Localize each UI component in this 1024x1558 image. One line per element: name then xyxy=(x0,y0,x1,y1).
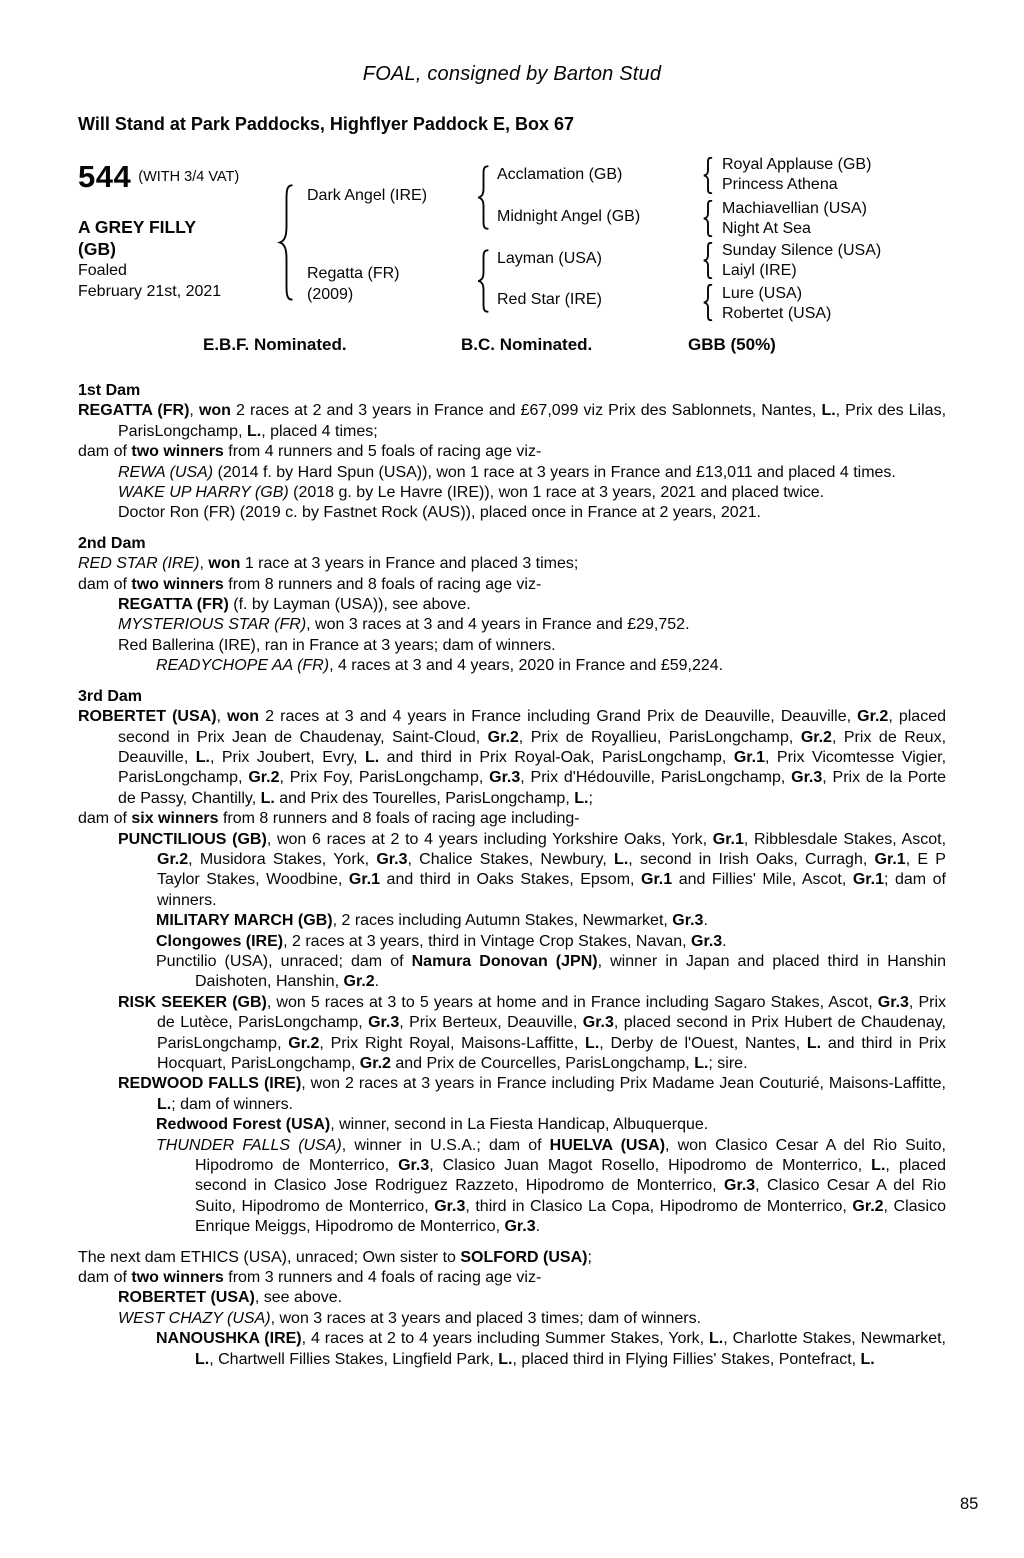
pedigree-paragraph xyxy=(78,483,946,503)
pedigree-paragraph xyxy=(78,1074,946,1115)
text-segment: from 8 runners and 8 foals of racing age including- xyxy=(218,810,580,828)
text-segment: , Derby de l'Ouest, Nantes, xyxy=(599,1034,807,1052)
great-grandparent-name: Lure (USA) xyxy=(722,285,803,302)
granddam-name: Midnight Angel (GB) xyxy=(497,208,641,225)
text-segment: Gr.1 xyxy=(733,748,765,766)
text-segment: from 3 runners and 4 foals of racing age viz- xyxy=(223,1269,542,1287)
text-segment: Gr.3 xyxy=(691,932,723,950)
text-segment: , Clasico Enrique Meiggs, Hipodromo de Monterrico, xyxy=(195,1197,947,1236)
text-segment: 3rd Dam xyxy=(78,687,143,705)
text-segment: PUNCTILIOUS (GB) xyxy=(118,830,267,848)
text-segment: L. xyxy=(260,789,275,807)
page-number: 85 xyxy=(960,1495,979,1513)
text-segment: (f. by Layman (USA)), see above. xyxy=(228,596,471,614)
text-segment: , Ribblesdale Stakes, Ascot, xyxy=(743,830,947,848)
great-grandparent-name: Laiyl (IRE) xyxy=(722,262,797,279)
text-segment: L. xyxy=(871,1157,886,1175)
text-segment: ROBERTET (USA) xyxy=(78,708,217,726)
dam-section-heading xyxy=(78,687,946,707)
text-segment: , Prix des Lilas, ParisLongchamp, xyxy=(118,402,947,440)
text-segment: L. xyxy=(195,1350,210,1368)
great-grandparent-name: Machiavellian (USA) xyxy=(722,200,867,217)
text-segment: 1st Dam xyxy=(78,382,141,399)
text-segment: , Prix d'Hédouville, ParisLongchamp, xyxy=(520,769,792,787)
pedigree-paragraph xyxy=(78,656,946,676)
text-segment: Gr.1 xyxy=(874,850,906,868)
text-segment: REDWOOD FALLS (IRE) xyxy=(118,1075,302,1093)
pedigree-paragraph xyxy=(78,1115,946,1135)
text-segment: Gr.2 xyxy=(157,850,189,868)
dam-name: Regatta (FR) xyxy=(307,265,400,282)
text-segment: , Chalice Stakes, Newbury, xyxy=(407,850,615,868)
dam-block xyxy=(307,263,399,305)
text-segment: 1 race at 3 years in France and placed 3 times; xyxy=(240,555,579,573)
text-segment: L. xyxy=(246,422,262,440)
text-segment: . xyxy=(703,912,708,930)
text-segment: , Clasico Juan Magot Rosello, Hipodromo de Monterrico, xyxy=(429,1157,872,1175)
great-grandparent-name: Robertet (USA) xyxy=(722,305,832,322)
text-segment: won xyxy=(208,555,241,573)
text-segment: and third in Prix Royal-Oak, ParisLongchamp, xyxy=(379,748,734,766)
curly-brace-icon xyxy=(476,249,491,313)
text-segment: Gr.3 xyxy=(672,912,704,930)
pedigree-paragraph xyxy=(78,1288,946,1308)
pedigree-paragraph xyxy=(78,1248,946,1268)
text-segment: , see above. xyxy=(254,1289,343,1307)
text-segment: and Prix de Courcelles, ParisLongchamp, xyxy=(390,1055,695,1072)
pedigree-paragraph xyxy=(78,830,946,912)
sire-name: Dark Angel (IRE) xyxy=(307,187,428,204)
text-segment: L. xyxy=(806,1034,822,1052)
text-segment: ; xyxy=(588,789,593,807)
text-segment: 2 races at 3 and 4 years in France including Grand Prix de Deauville, Deauville, xyxy=(259,708,858,726)
text-segment: Gr.2 xyxy=(248,769,280,787)
text-segment: , placed second in Prix Hubert de Chaudenay, ParisLongchamp, xyxy=(157,1014,947,1052)
text-segment: Gr.3 xyxy=(376,850,408,868)
text-segment: Gr.3 xyxy=(504,1218,536,1236)
text-segment: dam of xyxy=(78,1269,132,1287)
text-segment: Gr.3 xyxy=(489,769,521,787)
stand-location-line: Will Stand at Park Paddocks, Highflyer Paddock E, Box 67 xyxy=(78,114,574,134)
text-segment: Clongowes (IRE) xyxy=(156,932,284,950)
text-segment: Punctilio (USA), unraced; dam of xyxy=(156,952,412,970)
text-segment: , won 5 races at 3 to 5 years at home and in France including Sagaro Stakes, Ascot, xyxy=(266,993,878,1011)
pedigree-paragraph xyxy=(78,463,946,483)
page-title: FOAL, consigned by Barton Stud xyxy=(362,63,662,85)
text-segment: ; dam of winners. xyxy=(171,1095,294,1113)
text-segment: HUELVA (USA) xyxy=(549,1136,666,1154)
curly-brace-icon xyxy=(702,284,714,321)
text-segment: Gr.3 xyxy=(398,1157,430,1175)
text-segment: , Prix Berteux, Deauville, xyxy=(399,1014,583,1032)
pedigree-paragraph xyxy=(78,932,946,952)
pedigree-paragraph xyxy=(78,595,946,615)
pedigree-paragraph xyxy=(78,554,946,574)
text-segment: , Clasico Cesar A del Rio Suito, Hipodromo de Monterrico, xyxy=(195,1177,947,1215)
text-segment: Gr.3 xyxy=(582,1014,614,1032)
text-segment: , Charlotte Stakes, Newmarket, xyxy=(723,1330,946,1348)
pedigree-paragraph xyxy=(78,615,946,635)
text-segment: THUNDER FALLS (USA) xyxy=(156,1136,342,1154)
text-segment: (2014 f. by Hard Spun (USA)), won 1 race at 3 years in France and £13,011 and placed 4 times. xyxy=(213,463,896,481)
text-segment: , 2 races including Autumn Stakes, Newmarket, xyxy=(332,912,673,930)
text-segment: REGATTA (FR) xyxy=(78,402,190,420)
curly-brace-icon xyxy=(476,165,491,230)
curly-brace-icon xyxy=(702,242,714,279)
text-segment: Doctor Ron (FR) (2019 c. by Fastnet Rock (AUS)), placed once in France at 2 years, 2021. xyxy=(118,504,761,522)
text-segment: L. xyxy=(694,1055,709,1072)
pedigree-paragraph xyxy=(78,952,946,993)
text-segment: , won 3 races at 3 years and placed 3 times; dam of winners. xyxy=(270,1309,702,1327)
text-segment: , xyxy=(189,402,199,420)
text-segment: WEST CHAZY (USA) xyxy=(118,1309,271,1327)
text-segment: Redwood Forest (USA) xyxy=(156,1116,331,1134)
text-segment: L. xyxy=(157,1095,172,1113)
pedigree-table xyxy=(78,157,946,359)
text-segment: , winner, second in La Fiesta Handicap, Albuquerque. xyxy=(330,1116,709,1134)
text-segment: , placed second in Clasico Jose Rodriguez Razzeto, Hipodromo de Monterrico, xyxy=(195,1157,946,1195)
text-segment: , second in Irish Oaks, Curragh, xyxy=(628,850,875,868)
pedigree-paragraph xyxy=(78,401,946,442)
text-segment: Gr.2 xyxy=(800,728,832,746)
text-segment: Gr.3 xyxy=(434,1197,466,1215)
foaled-label: Foaled xyxy=(78,262,127,279)
text-segment: L. xyxy=(614,850,629,868)
pedigree-paragraph xyxy=(78,911,946,931)
text-segment: MYSTERIOUS STAR (FR) xyxy=(118,616,307,634)
text-segment: , 4 races at 2 to 4 years including Summer Stakes, York, xyxy=(301,1330,710,1348)
text-segment: L. xyxy=(709,1330,724,1348)
great-grandparent-name: Princess Athena xyxy=(722,176,838,193)
text-segment: MILITARY MARCH (GB) xyxy=(156,912,333,930)
text-segment: ; dam of winners. xyxy=(157,871,946,909)
text-segment: RISK SEEKER (GB) xyxy=(118,993,267,1011)
lot-number: 544 xyxy=(78,159,132,194)
grandsire-name: Layman (USA) xyxy=(497,250,602,267)
text-segment: L. xyxy=(821,402,836,420)
text-segment: Gr.2 xyxy=(857,708,889,726)
pedigree-paragraph xyxy=(78,809,946,829)
text-segment: , placed second in Prix Jean de Chaudenay, Saint-Cloud, xyxy=(118,708,946,746)
curly-brace-icon xyxy=(702,200,714,237)
text-segment: , winner in Japan and placed third in Hanshin Daishoten, Hanshin, xyxy=(195,952,946,991)
text-segment: Gr.1 xyxy=(712,830,744,848)
horse-description xyxy=(78,216,221,302)
text-segment: SOLFORD (USA) xyxy=(460,1248,588,1266)
text-segment: , won 2 races at 3 years in France including Prix Madame Jean Couturié, Maisons-Laffitte, xyxy=(301,1075,946,1093)
text-segment: L. xyxy=(860,1350,875,1368)
text-segment: from 4 runners and 5 foals of racing age viz- xyxy=(223,443,542,461)
text-segment: NANOUSHKA (IRE) xyxy=(156,1330,302,1348)
text-segment: L. xyxy=(574,789,589,807)
text-segment: , won 3 races at 3 and 4 years in France and £29,752. xyxy=(306,616,690,634)
text-segment: and third in Oaks Stakes, Epsom, xyxy=(380,871,642,889)
dam-section-heading xyxy=(78,381,946,401)
text-segment: 2nd Dam xyxy=(78,534,146,552)
text-segment: , E P Taylor Stakes, Woodbine, xyxy=(157,850,946,889)
text-segment: L. xyxy=(498,1350,513,1368)
dam-year: (2009) xyxy=(307,286,354,303)
text-segment: , third in Clasico La Copa, Hipodromo de Monterrico, xyxy=(465,1197,853,1215)
pedigree-paragraph xyxy=(78,1329,946,1370)
text-segment: . xyxy=(722,932,727,950)
text-segment: Gr.2 xyxy=(343,973,375,991)
text-segment: REGATTA (FR) xyxy=(118,596,229,614)
text-segment: , won 6 races at 2 to 4 years including Yorkshire Oaks, York, xyxy=(266,830,713,848)
text-segment: Gr.2 xyxy=(487,728,519,746)
text-segment: Gr.2 xyxy=(359,1055,391,1072)
text-segment: , Prix Vicomtesse Vigier, ParisLongchamp, xyxy=(118,748,947,787)
ebf-nomination: E.B.F. Nominated. xyxy=(203,335,347,354)
text-segment: L. xyxy=(585,1034,600,1052)
horse-name-line1: A GREY FILLY xyxy=(78,217,196,237)
bc-nomination: B.C. Nominated. xyxy=(461,335,593,354)
pedigree-paragraph xyxy=(78,575,946,595)
text-segment: ROBERTET (USA) xyxy=(118,1289,255,1307)
text-segment: Gr.1 xyxy=(641,871,673,889)
pedigree-paragraph xyxy=(78,636,946,656)
vat-note: (WITH 3/4 VAT) xyxy=(138,169,240,185)
lot-line xyxy=(78,159,239,195)
text-segment: , placed third in Flying Fillies' Stakes, Pontefract, xyxy=(512,1350,861,1368)
text-segment: Gr.1 xyxy=(348,871,381,889)
pedigree-paragraph xyxy=(78,1136,946,1238)
text-segment: RED STAR (IRE) xyxy=(78,555,200,573)
text-segment: , xyxy=(199,555,209,573)
text-segment: Namura Donovan (JPN) xyxy=(411,952,598,970)
granddam-name: Red Star (IRE) xyxy=(497,291,602,308)
text-segment: Gr.3 xyxy=(877,993,909,1011)
text-segment: Gr.2 xyxy=(288,1034,320,1052)
foaled-date: February 21st, 2021 xyxy=(78,283,222,300)
text-segment: , winner in U.S.A.; dam of xyxy=(341,1136,550,1154)
text-segment: L. xyxy=(364,748,380,766)
text-segment: dam of xyxy=(78,810,132,828)
curly-brace-icon xyxy=(277,183,296,302)
text-segment: two winners xyxy=(131,575,224,593)
dam-section-heading xyxy=(78,534,946,554)
text-segment: 2 races at 2 and 3 years in France and £67,099 viz Prix des Sablonnets, Nantes, xyxy=(230,402,822,420)
text-segment: Gr.1 xyxy=(852,871,884,889)
pedigree-paragraph xyxy=(78,1268,946,1288)
text-segment: REWA (USA) xyxy=(118,463,214,481)
gbb-note: GBB (50%) xyxy=(688,335,776,354)
text-segment: , Prix Joubert, Evry, xyxy=(209,748,365,766)
text-segment: two winners xyxy=(131,443,224,461)
text-segment: won xyxy=(198,402,231,420)
text-segment: , 4 races at 3 and 4 years, 2020 in France and £59,224. xyxy=(329,657,724,675)
text-segment: L. xyxy=(195,748,210,766)
text-segment: , Musidora Stakes, York, xyxy=(188,850,377,868)
text-segment: Red Ballerina (IRE), ran in France at 3 years; dam of winners. xyxy=(118,636,556,654)
text-segment: and third in Prix Hocquart, ParisLongchamp, xyxy=(157,1034,946,1072)
text-segment: six winners xyxy=(131,810,219,828)
text-segment: , Prix de Reux, Deauville, xyxy=(118,728,947,766)
text-segment: Gr.3 xyxy=(791,769,823,787)
text-segment: , Prix de Royallieu, ParisLongchamp, xyxy=(518,728,801,746)
text-segment: , 2 races at 3 years, third in Vintage Crop Stakes, Navan, xyxy=(283,932,692,950)
grandsire-name: Acclamation (GB) xyxy=(497,166,623,183)
text-segment: dam of xyxy=(78,575,132,593)
text-segment: , Prix Right Royal, Maisons-Laffitte, xyxy=(319,1034,586,1052)
text-segment: ; xyxy=(587,1248,592,1266)
great-grandparent-name: Royal Applause (GB) xyxy=(722,156,872,173)
text-segment: The next dam ETHICS (USA), unraced; Own sister to xyxy=(78,1248,461,1266)
text-segment: , Prix Foy, ParisLongchamp, xyxy=(279,769,490,787)
text-segment: . xyxy=(374,973,380,991)
pedigree-paragraph xyxy=(78,1309,946,1329)
text-segment: READYCHOPE AA (FR) xyxy=(156,657,330,675)
pedigree-text xyxy=(78,381,946,1370)
text-segment: , Prix de Lutèce, ParisLongchamp, xyxy=(157,993,947,1032)
pedigree-paragraph xyxy=(78,442,946,462)
pedigree-paragraph xyxy=(78,707,946,809)
text-segment: Gr.3 xyxy=(368,1014,400,1032)
pedigree-paragraph xyxy=(78,993,946,1075)
curly-brace-icon xyxy=(702,157,714,194)
text-segment: , xyxy=(216,708,228,726)
text-segment: WAKE UP HARRY (GB) xyxy=(118,484,289,502)
text-segment: ; sire. xyxy=(708,1055,748,1072)
text-segment: won xyxy=(227,708,260,726)
text-segment: dam of xyxy=(78,443,132,461)
text-segment: and Fillies' Mile, Ascot, xyxy=(672,871,853,889)
text-segment: . xyxy=(535,1218,541,1236)
text-segment: from 8 runners and 8 foals of racing age viz- xyxy=(223,575,542,593)
pedigree-paragraph xyxy=(78,503,946,523)
text-segment: and Prix des Tourelles, ParisLongchamp, xyxy=(274,789,575,807)
great-grandparent-name: Night At Sea xyxy=(722,220,811,237)
text-segment: , Prix de la Porte de Passy, Chantilly, xyxy=(118,769,946,807)
text-segment: , won Clasico Cesar A del Rio Suito, Hipodromo de Monterrico, xyxy=(195,1136,946,1175)
text-segment: Gr.2 xyxy=(852,1197,884,1215)
text-segment: , placed 4 times; xyxy=(261,422,378,440)
text-segment: (2018 g. by Le Havre (IRE)), won 1 race at 3 years, 2021 and placed twice. xyxy=(288,484,825,502)
text-segment: Gr.3 xyxy=(724,1177,756,1195)
great-grandparent-name: Sunday Silence (USA) xyxy=(722,242,882,259)
horse-name-line2: (GB) xyxy=(78,239,116,259)
text-segment: two winners xyxy=(131,1269,224,1287)
text-segment: , Chartwell Fillies Stakes, Lingfield Park, xyxy=(209,1350,499,1368)
